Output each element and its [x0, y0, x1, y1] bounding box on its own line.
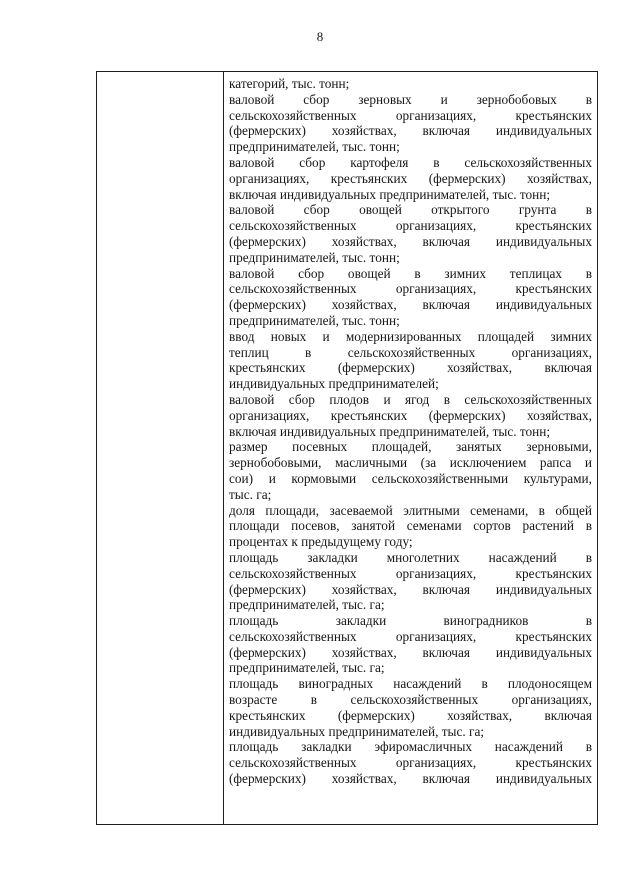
text-line: предпринимателей, тыс. тонн; — [229, 249, 400, 265]
text-line: сельскохозяйственных организациях, крестьянских — [229, 281, 592, 297]
text-line: валовой сбор овощей открытого грунта в — [229, 202, 592, 218]
text-line: сельскохозяйственных организациях, крестьянских — [229, 628, 592, 644]
table-right-column — [224, 72, 597, 824]
text-line: теплиц в сельскохозяйственных организациях, — [229, 344, 592, 360]
text-line: (фермерских) хозяйствах, включая индивидуальных — [229, 771, 592, 787]
text-line: (фермерских) хозяйствах, включая индивидуальных — [229, 581, 592, 597]
text-line: индивидуальных предпринимателей, тыс. га; — [229, 723, 485, 739]
text-line: ввод новых и модернизированных площадей зимних — [229, 328, 592, 344]
text-line: предпринимателей, тыс. тонн; — [229, 139, 400, 155]
text-line: (фермерских) хозяйствах, включая индивидуальных — [229, 644, 592, 660]
text-line: (фермерских) хозяйствах, включая индивидуальных — [229, 233, 592, 249]
text-line: предпринимателей, тыс. тонн; — [229, 312, 400, 328]
text-line: тыс. га; — [229, 486, 272, 502]
text-line: размер посевных площадей, занятых зерновыми, — [229, 439, 592, 455]
text-line: категорий, тыс. тонн; — [229, 76, 350, 91]
text-line: площадь закладки эфиромасличных насаждений в — [229, 739, 592, 755]
text-line: предпринимателей, тыс. га; — [229, 660, 385, 676]
text-line: валовой сбор плодов и ягод в сельскохозяйственных — [229, 391, 592, 407]
document-table — [96, 71, 598, 825]
text-line: (фермерских) хозяйствах, включая индивидуальных — [229, 297, 592, 313]
text-line: сельскохозяйственных организациях, крестьянских — [229, 565, 592, 581]
table-left-column — [97, 72, 224, 824]
text-line: индивидуальных предпринимателей; — [229, 376, 439, 392]
text-line: площадь виноградных насаждений в плодоносящем — [229, 676, 592, 692]
text-line: организациях, крестьянских (фермерских) хозяйствах, — [229, 170, 592, 186]
text-line: сельскохозяйственных организациях, крестьянских — [229, 218, 592, 234]
text-line: (фермерских) хозяйствах, включая индивидуальных — [229, 123, 592, 139]
page-number: 8 — [316, 29, 324, 44]
text-line: предпринимателей, тыс. га; — [229, 597, 385, 613]
text-line: доля площади, засеваемой элитными семенами, в общей — [229, 502, 592, 518]
text-line: валовой сбор овощей в зимних теплицах в — [229, 265, 592, 281]
text-line: сельскохозяйственных организациях, крестьянских — [229, 107, 592, 123]
text-line: включая индивидуальных предпринимателей, тыс. тонн; — [229, 186, 551, 202]
text-line: организациях, крестьянских (фермерских) хозяйствах, — [229, 407, 592, 423]
text-line: крестьянских (фермерских) хозяйствах, включая — [229, 707, 592, 723]
text-line: зернобобовыми, масличными (за исключением рапса и — [229, 455, 592, 471]
text-line: площади посевов, занятой семенами сортов растений в — [229, 518, 592, 534]
text-line: процентах к предыдущему году; — [229, 534, 413, 550]
text-line: площадь закладки многолетних насаждений в — [229, 549, 592, 565]
text-line: крестьянских (фермерских) хозяйствах, включая — [229, 360, 592, 376]
text-line: площадь закладки виноградников в — [229, 613, 592, 629]
text-line: сельскохозяйственных организациях, крестьянских — [229, 755, 592, 771]
text-line: валовой сбор картофеля в сельскохозяйственных — [229, 154, 592, 170]
text-line: включая индивидуальных предпринимателей, тыс. тонн; — [229, 423, 551, 439]
text-line: валовой сбор зерновых и зернобобовых в — [229, 91, 592, 107]
text-line: сои) и кормовыми сельскохозяйственными культурами, — [229, 470, 592, 486]
text-line: возрасте в сельскохозяйственных организациях, — [229, 692, 592, 708]
